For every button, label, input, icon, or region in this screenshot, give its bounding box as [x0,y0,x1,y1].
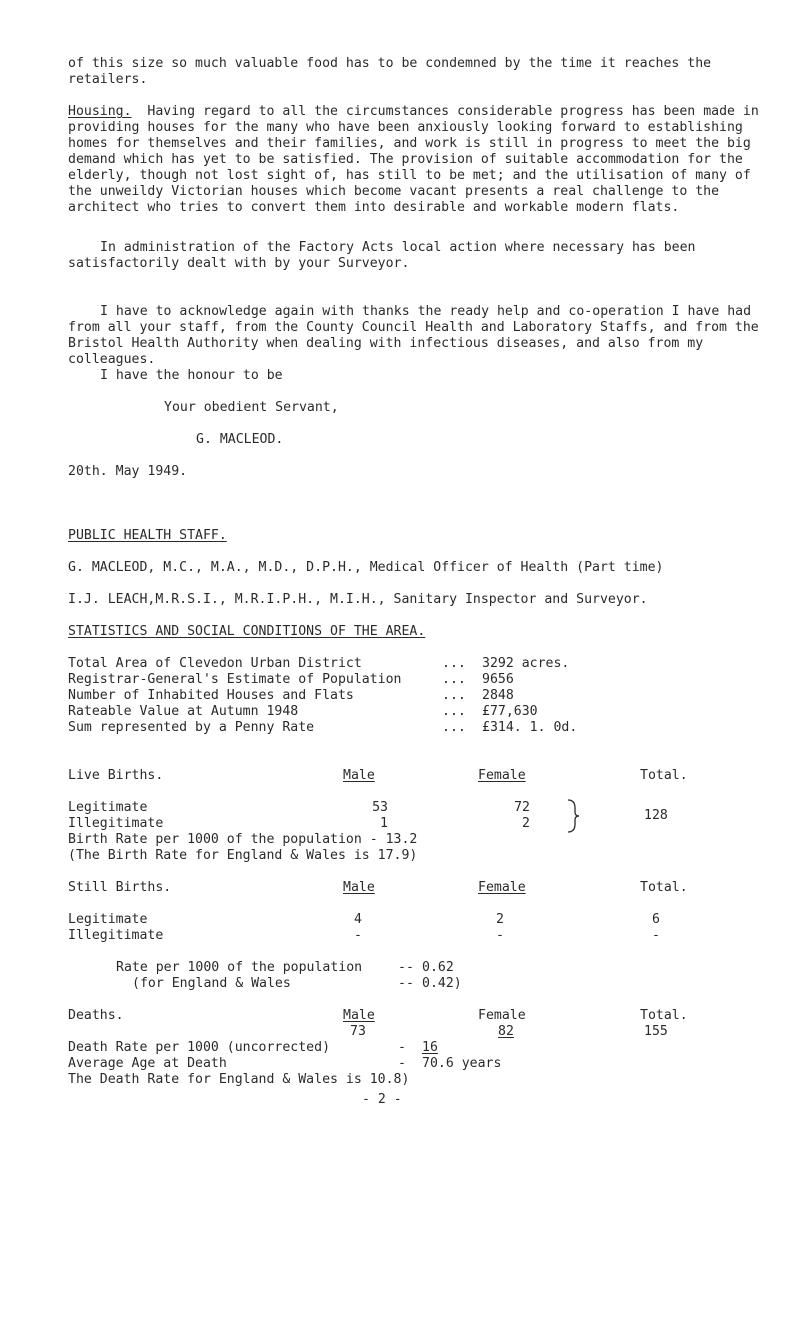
col-male: Male [343,1008,375,1023]
illegit-label: Illegitimate [68,816,164,831]
stats-label: Number of Inhabited Houses and Flats [68,688,354,703]
stats-dots: ... [442,720,466,735]
still-rate-ew-value: 0.42) [422,976,462,991]
still-births-heading: Still Births. [68,880,172,895]
factory-paragraph: In administration of the Factory Acts local action where necessary has been satisfactorily dealt with by your Surveyor. [68,240,696,271]
live-births-total: 128 [644,808,668,823]
deaths-heading: Deaths. [68,1008,124,1023]
avg-age-label: Average Age at Death [68,1056,227,1071]
stats-dots: ... [442,688,466,703]
stats-dots: ... [442,656,466,671]
avg-age-dash: - [398,1056,406,1071]
page-number: - 2 - [362,1092,402,1107]
brace [566,798,580,834]
col-female: Female [478,768,526,783]
stats-label: Total Area of Clevedon Urban District [68,656,362,671]
birth-rate-line: Birth Rate per 1000 of the population - 13.2 [68,832,418,847]
servant-line: Your obedient Servant, [164,400,339,415]
staff-line-moh: G. MACLEOD, M.C., M.A., M.D., D.P.H., Medical Officer of Health (Part time) [68,560,664,575]
death-rate-value: 16 [422,1040,438,1055]
legit-female: 2 [496,912,504,927]
honour-line: I have the honour to be [100,368,283,383]
illegit-female: 2 [522,816,530,831]
still-rate-value: 0.62 [422,960,454,975]
legit-female: 72 [514,800,530,815]
col-male: Male [343,768,375,783]
legit-male: 53 [372,800,388,815]
still-rate-line: Rate per 1000 of the population [116,960,363,975]
col-female: Female [478,1008,526,1023]
legit-label: Legitimate [68,800,148,815]
death-rate-label: Death Rate per 1000 (uncorrected) [68,1040,331,1055]
opening-paragraph: of this size so much valuable food has to be condemned by the time it reaches the retailers. [68,56,712,87]
stats-dots: ... [442,704,466,719]
illegit-label: Illegitimate [68,928,164,943]
still-rate-dash: -- [398,960,414,975]
death-rate-dash: - [398,1040,406,1055]
deaths-male: 73 [350,1024,366,1039]
col-total: Total. [640,1008,688,1023]
illegit-total: - [652,928,660,943]
stats-label: Sum represented by a Penny Rate [68,720,315,735]
live-births-heading: Live Births. [68,768,164,783]
housing-text: Having regard to all the circumstances considerable progress has been made in providing houses for the many who have been anxiously looking forward to establishing homes for themselves and their families, and work is still in progress to meet the big demand which has yet to be satisfied. The provision of suitable accommodation for the elderly, though not lost sight of, has still to be met; and the utilisation of many of the unweildy Victorian houses which become vacant presents a real challenge to the architect who tries to convert them into desirable and workable modern flats. [68,104,759,215]
legit-label: Legitimate [68,912,148,927]
stats-value: 3292 acres. [482,656,570,671]
housing-paragraph [68,104,768,216]
stats-value: 9656 [482,672,514,687]
col-male: Male [343,880,375,895]
stats-dots: ... [442,672,466,687]
col-female: Female [478,880,526,895]
illegit-female: - [496,928,504,943]
deaths-female: 82 [498,1024,514,1039]
thanks-paragraph: I have to acknowledge again with thanks the ready help and co-operation I have had from all your staff, from the County Council Health and Laboratory Staffs, and from the Bristol Health Authority when dealing with infectious diseases, and also from my colleagues. [68,304,759,367]
signature: G. MACLEOD. [196,432,284,447]
deaths-total: 155 [644,1024,668,1039]
death-rate-ew: The Death Rate for England & Wales is 10.8) [68,1072,410,1087]
legit-total: 6 [652,912,660,927]
housing-heading: Housing. [68,104,132,119]
stats-heading: STATISTICS AND SOCIAL CONDITIONS OF THE AREA. [68,624,426,639]
stats-label: Registrar-General's Estimate of Population [68,672,402,687]
legit-male: 4 [354,912,362,927]
still-rate-ew-dash: -- [398,976,414,991]
letter-date: 20th. May 1949. [68,464,188,479]
still-rate-ew-line: (for England & Wales [132,976,291,991]
illegit-male: 1 [380,816,388,831]
staff-heading: PUBLIC HEALTH STAFF. [68,528,227,543]
col-total: Total. [640,768,688,783]
stats-value: £314. 1. 0d. [482,720,578,735]
stats-value: 2848 [482,688,514,703]
stats-label: Rateable Value at Autumn 1948 [68,704,299,719]
birth-rate-ew: (The Birth Rate for England & Wales is 17.9) [68,848,418,863]
stats-value: £77,630 [482,704,538,719]
avg-age-value: 70.6 years [422,1056,502,1071]
illegit-male: - [354,928,362,943]
staff-line-inspector: I.J. LEACH,M.R.S.I., M.R.I.P.H., M.I.H., Sanitary Inspector and Surveyor. [68,592,648,607]
col-total: Total. [640,880,688,895]
